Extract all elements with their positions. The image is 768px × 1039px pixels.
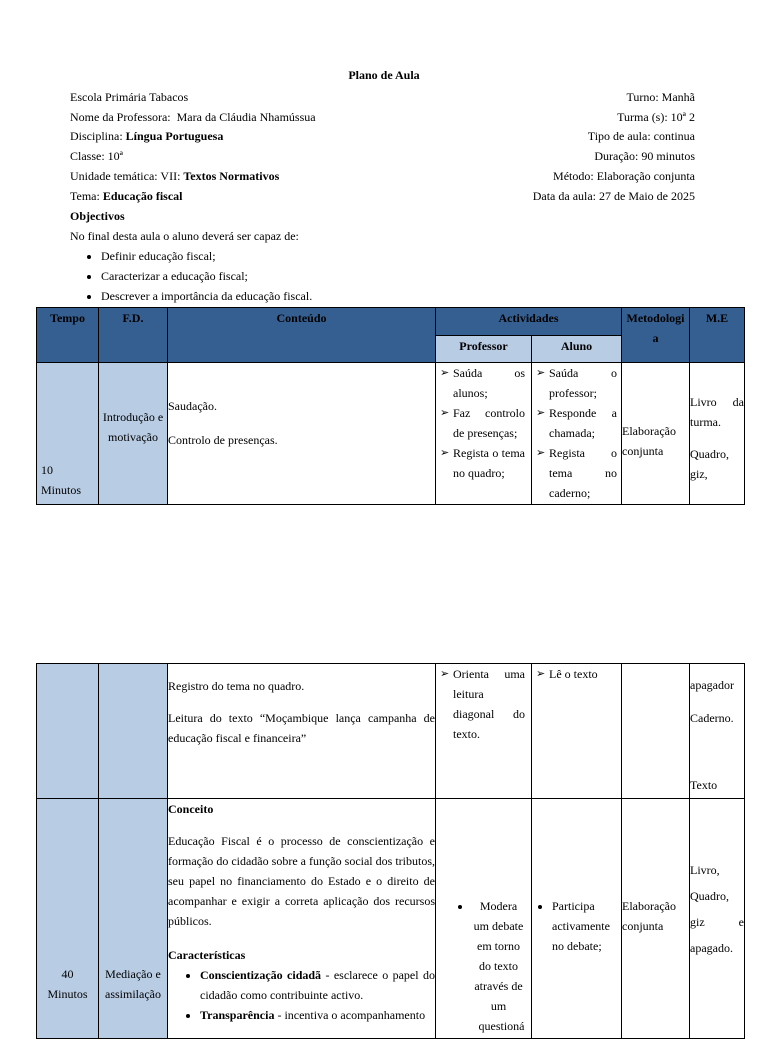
page-title: Plano de Aula [348,68,420,82]
row2-content: Registro do tema no quadro. Leitura do texto “Moçambique lança campanha de educação fiscal e financeira” [168,664,436,799]
method: Método: Elaboração conjunta [553,168,695,183]
col-aluno: Aluno [532,336,622,363]
col-fd: F.D. [99,308,168,363]
col-conteudo: Conteúdo [168,308,436,363]
school-name: Escola Primária Tabacos [70,90,189,104]
class-line: Classe: 10ª [70,149,123,164]
objectives-heading: Objectivos [70,209,125,223]
objectives [70,206,312,306]
row1-me: Livro da turma. Quadro, giz, [690,363,745,505]
col-metodologia: Metodologi a [622,308,690,363]
lesson-type: Tipo de aula: continua [587,129,695,144]
row3-aluno [532,799,622,1039]
lesson-table-part-1 [36,307,745,505]
header-left [70,88,316,206]
group: Turma (s): 10ª 2 [617,109,695,124]
objective-item: • Caracterizar a educação fiscal; [101,266,312,286]
row2-professor: ➢ Orienta uma leitura diagonal do texto. [436,664,532,799]
row2-me: apagador Caderno. Texto [690,664,745,799]
objective-item: • Descrever a importância da educação fiscal. [101,286,312,306]
col-me: M.E [690,308,745,363]
characteristics-heading: Características [168,948,246,962]
row3-fd: Mediação e assimilação [99,799,168,1039]
row2-fd [99,664,168,799]
characteristic-item: • Conscientização cidadã - esclarece o papel do cidadão como contribuinte activo. [200,965,435,1005]
discipline-line: Disciplina: Língua Portuguesa [70,129,224,144]
characteristics-list [168,965,435,1025]
lesson-table-part-2 [36,663,745,1039]
row2-tempo [37,664,99,799]
row1-aluno: ➢ Saúda o professor; ➢ Responde a chamada; ➢ Regista o tema no caderno; [532,363,622,505]
unit-line: Unidade temática: VII: Textos Normativos [70,168,280,183]
col-actividades: Actividades [436,308,622,336]
row1-fd: Introdução e motivação [99,363,168,505]
row3-tempo: 40 Minutos [37,799,99,1039]
row1-tempo: 10 Minutos [37,363,99,505]
row3-content [168,799,436,1039]
row3-professor: • Modera um debate em torno do texto através de um questioná [436,799,532,1039]
objective-item: • Definir educação fiscal; [101,246,312,266]
objectives-list [70,246,312,306]
row1-content: Saudação. Controlo de presenças. [168,363,436,505]
lesson-date: Data da aula: 27 de Maio de 2025 [532,188,695,203]
teacher-line: Nome da Professora: Mara da Cláudia Nhamússua [70,109,316,124]
shift: Turno: Manhã [626,90,695,104]
duration: Duração: 90 minutos [594,149,695,164]
header-right [533,88,695,206]
theme-line: Tema: Educação fiscal [70,188,183,203]
row3-me: Livro, Quadro, giz e apagado. [690,799,745,1039]
concept-text: Educação Fiscal é o processo de conscientização e formação do cidadão sobre a função social dos tributos, seu papel no financiamento do Estado e o direito de acompanhar e exigir a correta aplicação dos recursos públicos. [168,834,435,928]
student-activity: • Participa activamente no debate; [552,896,617,956]
row3-method: Elaboração conjunta [622,799,690,1039]
row1-method: Elaboração conjunta [622,363,690,505]
row2-aluno: ➢ Lê o texto [532,664,622,799]
row2-method [622,664,690,799]
col-professor: Professor [436,336,532,363]
row1-professor: ➢ Saúda os alunos; ➢ Faz controlo de presenças; ➢ Regista o tema no quadro; [436,363,532,505]
characteristic-item: • Transparência - incentiva o acompanhamento [200,1005,435,1025]
professor-activity: • Modera um debate em torno do texto através de um [472,896,525,1016]
col-tempo: Tempo [37,308,99,363]
objectives-intro: No final desta aula o aluno deverá ser capaz de: [70,229,299,243]
concept-heading: Conceito [168,802,214,816]
